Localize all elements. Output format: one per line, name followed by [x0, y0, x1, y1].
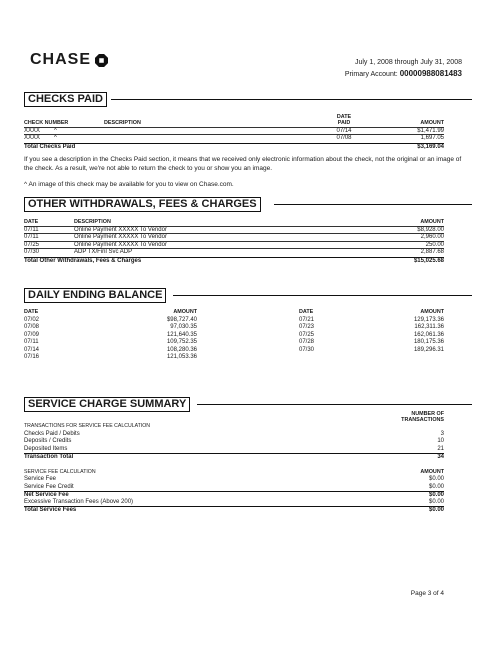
txn-calc-label: TRANSACTIONS FOR SERVICE FEE CALCULATION — [24, 423, 151, 429]
amount: 180,175.36 — [413, 339, 444, 345]
subsection-label — [24, 469, 444, 477]
date: 07/14 — [24, 346, 40, 353]
checks-paid-table — [24, 114, 444, 150]
checks-debits-value: 3 — [440, 430, 444, 437]
amount: 162,311.36 — [414, 324, 444, 330]
date: 07/23 — [299, 324, 315, 330]
description: Online Payment XXXXX To Vendor — [74, 234, 167, 240]
transaction-total-value: 34 — [437, 454, 444, 460]
statement-header-info — [345, 57, 462, 80]
total-row — [24, 453, 444, 461]
col-count-header: NUMBER OF — [411, 411, 444, 417]
date: 07/08 — [24, 324, 40, 330]
withdrawals-title: OTHER WITHDRAWALS, FEES & CHARGES — [24, 197, 261, 212]
total-service-fees-label: Total Service Fees — [24, 507, 77, 513]
table-row — [24, 249, 444, 257]
total-row — [24, 506, 444, 514]
col-description-header: DESCRIPTION — [74, 219, 111, 225]
deposits-credits-value: 10 — [437, 438, 444, 444]
table-row — [24, 347, 444, 355]
date: 07/11 — [24, 234, 39, 240]
date: 07/16 — [24, 354, 40, 360]
deposited-items-label: Deposited Items — [24, 445, 68, 452]
image-availability-note: ^ An image of this check may be available for you to view on Chase.com. — [24, 181, 234, 188]
amount: 250.00 — [425, 241, 444, 248]
col-date-header-right: DATE — [299, 309, 314, 315]
service-charge-title: SERVICE CHARGE SUMMARY — [24, 397, 190, 412]
description: Online Payment XXXXX To Vendor — [74, 241, 167, 248]
amount: $98,727.40 — [166, 316, 197, 323]
checks-paid-note: If you see a description in the Checks Paid section, it means that we received only electronic information about the check, not the original or an image of the check. As a result, we're not able to return the check to you or show you an image. — [24, 156, 462, 172]
check-number: XXXX — [24, 127, 41, 134]
date: 07/02 — [24, 316, 40, 323]
date: 07/21 — [299, 316, 315, 323]
table-row — [24, 317, 444, 325]
col-amount-header: AMOUNT — [420, 120, 444, 126]
description: ADP TX/Finl Svc ADP — [74, 249, 133, 255]
col-date-paid-header: PAID — [337, 120, 351, 126]
table-row — [24, 484, 444, 492]
col-date-header: DATE — [24, 309, 39, 315]
image-available-mark: ^ — [54, 127, 57, 134]
service-charge-table — [24, 411, 444, 514]
col-count-header-2: TRANSACTIONS — [401, 417, 444, 423]
withdrawals-table — [24, 219, 444, 264]
section-divider — [111, 99, 472, 100]
excessive-fees-label: Excessive Transaction Fees (Above 200) — [24, 498, 134, 505]
total-service-fees-value: $0.00 — [428, 507, 444, 513]
section-divider — [173, 295, 472, 296]
description: Online Payment XXXXX To Vendor — [74, 226, 167, 233]
chase-octagon-icon — [95, 54, 108, 67]
total-amount: $3,169.04 — [417, 143, 444, 150]
check-number: XXXX — [24, 135, 41, 141]
section-divider — [274, 204, 472, 205]
col-date-header: DATE — [24, 219, 39, 225]
amount: 108,280.36 — [166, 346, 197, 353]
table-row — [24, 242, 444, 250]
image-available-mark: ^ — [54, 135, 57, 141]
table-row — [24, 339, 444, 347]
statement-period: July 1, 2008 through July 31, 2008 — [354, 59, 462, 66]
date-paid: 07/14 — [336, 127, 352, 134]
table-row — [24, 476, 444, 484]
amount: 1,697.05 — [420, 135, 444, 141]
net-service-fee-row — [24, 491, 444, 499]
section-divider — [197, 404, 472, 405]
table-row — [24, 324, 444, 332]
table-row — [24, 332, 444, 340]
subsection-label — [24, 423, 444, 431]
col-amount-header: AMOUNT — [173, 309, 197, 315]
table-row — [24, 354, 444, 362]
date: 07/30 — [299, 346, 315, 353]
date: 07/11 — [24, 339, 39, 345]
net-service-fee-value: $0.00 — [428, 492, 444, 498]
table-header — [24, 309, 444, 317]
date: 07/25 — [299, 331, 315, 338]
checks-debits-label: Checks Paid / Debits — [24, 430, 80, 437]
date: 07/11 — [24, 226, 39, 233]
amount: 2,960.00 — [420, 234, 444, 240]
account-number: 00000988081483 — [399, 69, 462, 78]
page-number: Page 3 of 4 — [410, 590, 444, 597]
table-row — [24, 431, 444, 439]
service-fee-credit-value: $0.00 — [428, 483, 444, 490]
table-header — [24, 120, 444, 128]
total-label: Total Checks Paid — [24, 143, 76, 150]
total-amount: $15,025.68 — [413, 257, 444, 264]
date: 07/28 — [299, 339, 315, 345]
service-fee-label: Service Fee — [24, 476, 57, 482]
amount: 189,296.31 — [413, 346, 444, 353]
table-row — [24, 438, 444, 446]
amount: 97,030.35 — [170, 324, 197, 330]
chase-logo — [30, 51, 108, 69]
table-row — [24, 227, 444, 235]
col-date-header: DATE — [336, 114, 352, 120]
date: 07/09 — [24, 331, 40, 338]
date: 07/25 — [24, 241, 40, 248]
table-row — [24, 446, 444, 454]
daily-balance-table — [24, 309, 444, 362]
bank-name: CHASE — [30, 51, 92, 68]
checks-paid-title: CHECKS PAID — [24, 92, 107, 107]
amount: 2,887.68 — [420, 249, 444, 255]
transaction-total-label: Transaction Total — [24, 454, 74, 460]
net-service-fee-label: Net Service Fee — [24, 492, 69, 498]
service-fee-credit-label: Service Fee Credit — [24, 483, 74, 490]
deposited-items-value: 21 — [437, 445, 444, 452]
table-row — [24, 135, 444, 143]
col-check-header: CHECK NUMBER — [24, 120, 69, 126]
fee-calc-label: SERVICE FEE CALCULATION — [24, 468, 96, 475]
col-amount-header: AMOUNT — [420, 219, 444, 225]
amount: $1,471.99 — [417, 127, 444, 134]
service-fee-value: $0.00 — [428, 476, 444, 482]
amount: 162,061.36 — [413, 331, 444, 338]
total-label: Total Other Withdrawals, Fees & Charges — [24, 257, 142, 264]
daily-balance-title: DAILY ENDING BALANCE — [24, 288, 166, 303]
table-header — [24, 219, 444, 227]
table-row — [24, 128, 444, 136]
date: 07/30 — [24, 249, 40, 255]
date-paid: 07/08 — [336, 135, 352, 141]
excessive-fees-value: $0.00 — [428, 498, 444, 505]
amount: 121,053.36 — [166, 354, 197, 360]
amount: 129,173.36 — [413, 316, 444, 323]
amount: 121,640.35 — [166, 331, 197, 338]
table-row — [24, 499, 444, 507]
total-row — [24, 143, 444, 151]
amount: $8,928.00 — [417, 226, 444, 233]
total-row — [24, 257, 444, 265]
account-label: Primary Account: — [344, 71, 398, 78]
deposits-credits-label: Deposits / Credits — [24, 438, 72, 444]
amount: 109,752.35 — [166, 339, 197, 345]
col-description-header: DESCRIPTION — [104, 120, 141, 126]
fee-amount-header: AMOUNT — [420, 468, 444, 475]
col-amount-header-right: AMOUNT — [420, 309, 444, 315]
primary-account-line — [345, 68, 462, 80]
table-row — [24, 234, 444, 242]
